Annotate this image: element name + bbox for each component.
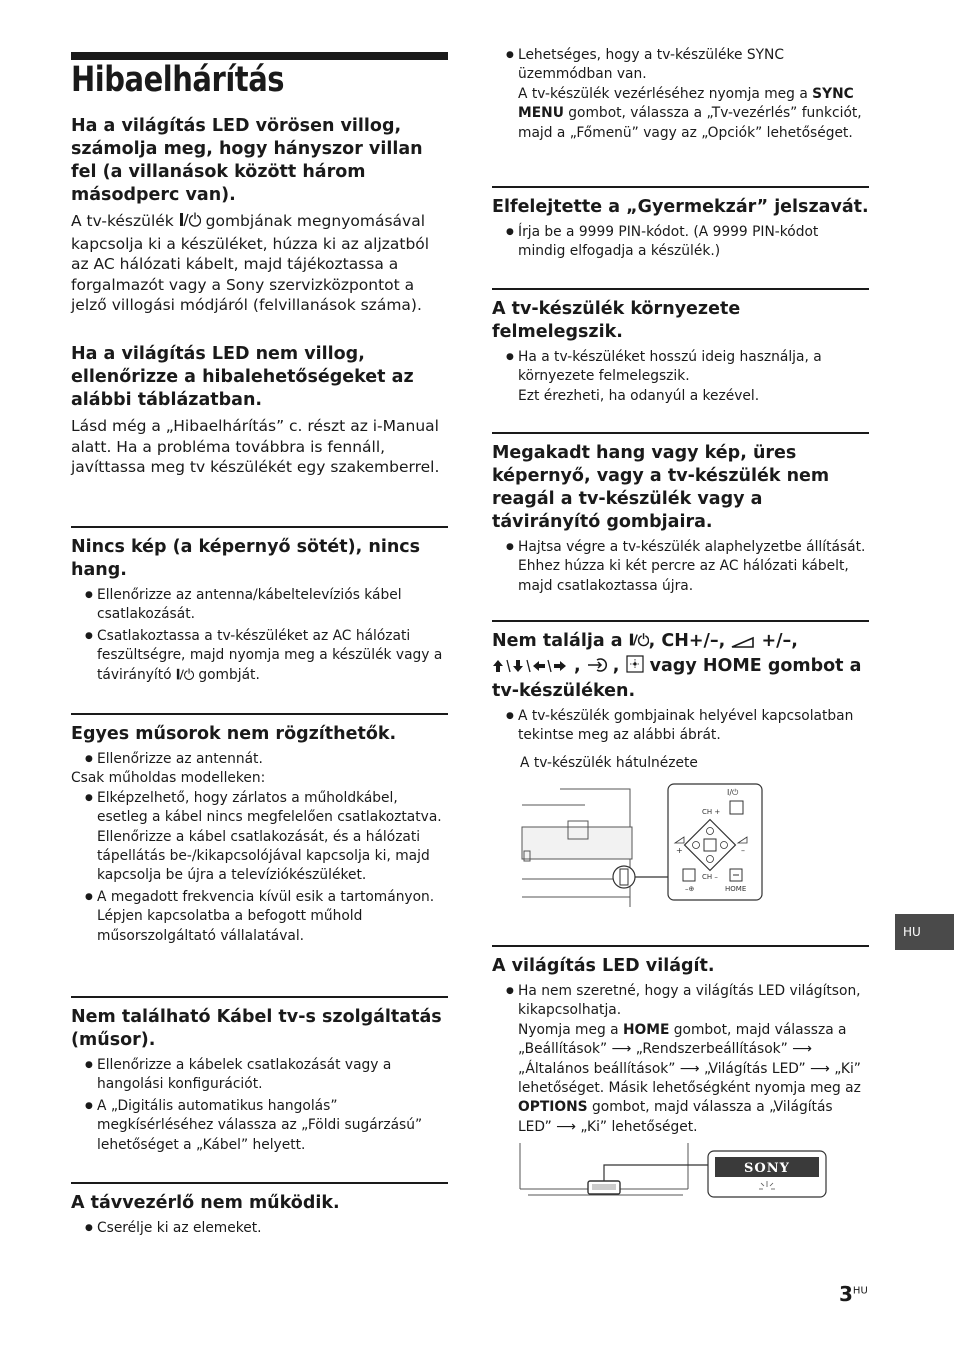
- svg-text:–: –: [741, 846, 745, 856]
- page-title: Hibaelhárítás: [71, 60, 285, 100]
- section-heading: Nem találja a , CH+/–, +/–, , , vagy HOME gombot a tv-készüléken.: [492, 631, 862, 701]
- tv-rear-figure: [520, 779, 780, 909]
- bullet-list: [71, 1219, 448, 1238]
- section-heading: Egyes műsorok nem rögzíthetők.: [71, 724, 397, 744]
- section-heading: Ha a világítás LED vörösen villog, számolja meg, hogy hányszor villan fel (a villanások között három másodperc van).: [71, 116, 423, 205]
- section-heading: Nem található Kábel tv-s szolgáltatás (műsor).: [71, 1007, 442, 1050]
- section-cannot-record: [71, 713, 448, 946]
- list-item: ● Hajtsa végre a tv-készülék alaphelyzetbe állítását. Ehhez húzza ki két percre az AC hálózati kábelt, majd csatlakoztassa újra.: [492, 538, 869, 596]
- section-sync-mode: [492, 46, 869, 143]
- bullet-list: [492, 348, 869, 406]
- section-heading: Ha a világítás LED nem villog, ellenőrizze a hibalehetőségeket az alábbi táblázatban.: [71, 344, 414, 410]
- section-heading: Megakadt hang vagy kép, üres képernyő, vagy a tv-készülék nem reagál a tv-készülék vagy a távirányító gombjaira.: [492, 443, 830, 532]
- tv-front-figure: [518, 1143, 869, 1209]
- list-item: ● Cserélje ki az elemeket.: [71, 1219, 448, 1238]
- arrow-icon: ⟶: [556, 1118, 576, 1135]
- list-item: ● Csatlakoztassa a tv-készüléket az AC hálózati feszültségre, majd nyomja meg a készülék vagy a távirányító gombját.: [71, 627, 448, 687]
- list-item: ● A „Digitális automatikus hangolás” megkísérléséhez válassza az „Földi sugárzású” lehetőséget a „Kábel” helyett.: [71, 1097, 448, 1155]
- home-icon: [626, 655, 644, 680]
- power-icon: [176, 668, 194, 687]
- bullet-list: [492, 538, 869, 596]
- section-forgot-pin: [492, 186, 869, 262]
- section-heading: Elfelejtette a „Gyermekzár” jelszavát.: [492, 197, 869, 217]
- figure-caption: A tv-készülék hátulnézete: [520, 754, 698, 771]
- figure-ch-minus-label: CH –: [702, 873, 718, 882]
- bullet-list: [492, 223, 869, 262]
- volume-icon: [731, 632, 755, 655]
- section-led-flashing-red: [71, 115, 448, 316]
- list-item: ● Lehetséges, hogy a tv-készüléke SYNC üzemmódban van. A tv-készülék vezérléséhez nyomja meg a SYNC MENU gombot, válassza a „Tv-vezérlés” funkciót, majd a „Főmenü” vagy az „Opciók” lehetőséget.: [492, 46, 869, 143]
- figure-home-label: HOME: [725, 885, 747, 894]
- arrow-icon: ⟶: [679, 1060, 700, 1077]
- list-item: ● A tv-készülék gombjainak helyével kapcsolatban tekintse meg az alábbi ábrát.: [492, 707, 869, 746]
- section-frozen: [492, 432, 869, 596]
- list-item: ● Ha a tv-készüléket hosszú ideig használja, a környezete felmelegszik. Ezt érezheti, ha odanyúl a kezével.: [492, 348, 869, 406]
- list-item: ● Ellenőrizze a kábelek csatlakozását vagy a hangolási konfigurációt.: [71, 1056, 448, 1095]
- section-body: Lásd még a „Hibaelhárítás” c. részt az i-Manual alatt. Ha a probléma továbbra is fennáll, javíttassa meg tv készülékét egy szakemberrel.: [71, 417, 440, 477]
- tv-rear-illustration: [520, 779, 770, 909]
- section-no-picture: [71, 526, 448, 687]
- arrow-buttons-icon: [492, 657, 574, 680]
- tv-front-illustration: [518, 1143, 833, 1205]
- arrow-icon: ⟶: [611, 1041, 632, 1058]
- power-icon: [629, 632, 649, 655]
- page-number: $3^{HU}$: [839, 1282, 868, 1306]
- section-cannot-find-buttons: [492, 620, 869, 909]
- section-tv-warms-up: [492, 288, 869, 406]
- bullet-list: [492, 982, 869, 1137]
- list-item: ● Ellenőrizze az antenna/kábeltelevíziós kábel csatlakozását.: [71, 586, 448, 625]
- arrow-icon: ⟶: [810, 1060, 830, 1077]
- list-item: ● Ha nem szeretné, hogy a világítás LED világítson, kikapcsolhatja. Nyomja meg a HOME gombot, majd válassza a „Beállítások” ⟶ „Rendszerbeállítások” ⟶ „Általános beállítások” ⟶ „Világítás LED” ⟶ „Ki” lehetőséget. Másik lehetőségként nyomja meg az OPTIONS gombot, majd válassza a „Világítás LED” ⟶ „Ki” lehetőséget.: [492, 982, 869, 1137]
- power-icon: [179, 212, 201, 234]
- bullet-list: [492, 707, 869, 746]
- input-icon: [587, 657, 613, 680]
- list-item: ● Elképzelhető, hogy zárlatos a műholdkábel, esetleg a kábel nincs megfelelően csatlakoztatva. Ellenőrizze a kábel csatlakozását, és a hálózati tápellátás be-/kikapcsolójával kapcsolja ki, majd kapcsolja be újra a televíziókészüléket.: [71, 789, 448, 886]
- bullet-list: [71, 789, 448, 946]
- svg-text:I/⏻: I/⏻: [727, 788, 739, 798]
- bullet-list: [71, 586, 448, 687]
- list-item: ● A megadott frekvencia kívül esik a tartományon. Lépjen kapcsolatba a befogott műhold műsorszolgáltató vállalatával.: [71, 888, 448, 946]
- list-item: ● Írja be a 9999 PIN-kódot. (A 9999 PIN-kódot mindig elfogadja a készülék.): [492, 223, 869, 262]
- language-tab: HU: [895, 914, 954, 950]
- svg-text:+: +: [676, 846, 683, 856]
- brand-logo: SONY: [744, 1161, 790, 1177]
- arrow-icon: ⟶: [792, 1041, 812, 1058]
- section-heading: A tv-készülék környezete felmelegszik.: [492, 299, 741, 342]
- satellite-note: Csak műholdas modelleken:: [71, 770, 266, 787]
- section-heading: A világítás LED világít.: [492, 956, 715, 976]
- section-remote-not-working: [71, 1182, 448, 1238]
- bullet-list: [71, 1056, 448, 1155]
- section-heading: A távvezérlő nem működik.: [71, 1193, 340, 1213]
- section-led-lit: [492, 945, 869, 1209]
- section-body: A tv-készülék gombjának megnyomásával kapcsolja ki a készüléket, húzza ki az aljzatból az AC hálózati kábelt, majd tájékoztassa a forgalmazót vagy a Sony szervizközpontot a jelző villogási módjáról (felvillanások száma).: [71, 212, 430, 315]
- bullet-list: [492, 46, 869, 143]
- section-led-not-flashing: [71, 343, 448, 478]
- title-rule: [71, 52, 448, 60]
- list-item: ● Ellenőrizze az antennát.: [71, 750, 448, 769]
- bullet-list: [71, 750, 448, 769]
- section-no-cable-service: [71, 996, 448, 1155]
- section-heading: Nincs kép (a képernyő sötét), nincs hang.: [71, 537, 421, 580]
- figure-ch-plus-label: CH +: [702, 808, 721, 817]
- svg-text:–⊕: –⊕: [685, 885, 695, 894]
